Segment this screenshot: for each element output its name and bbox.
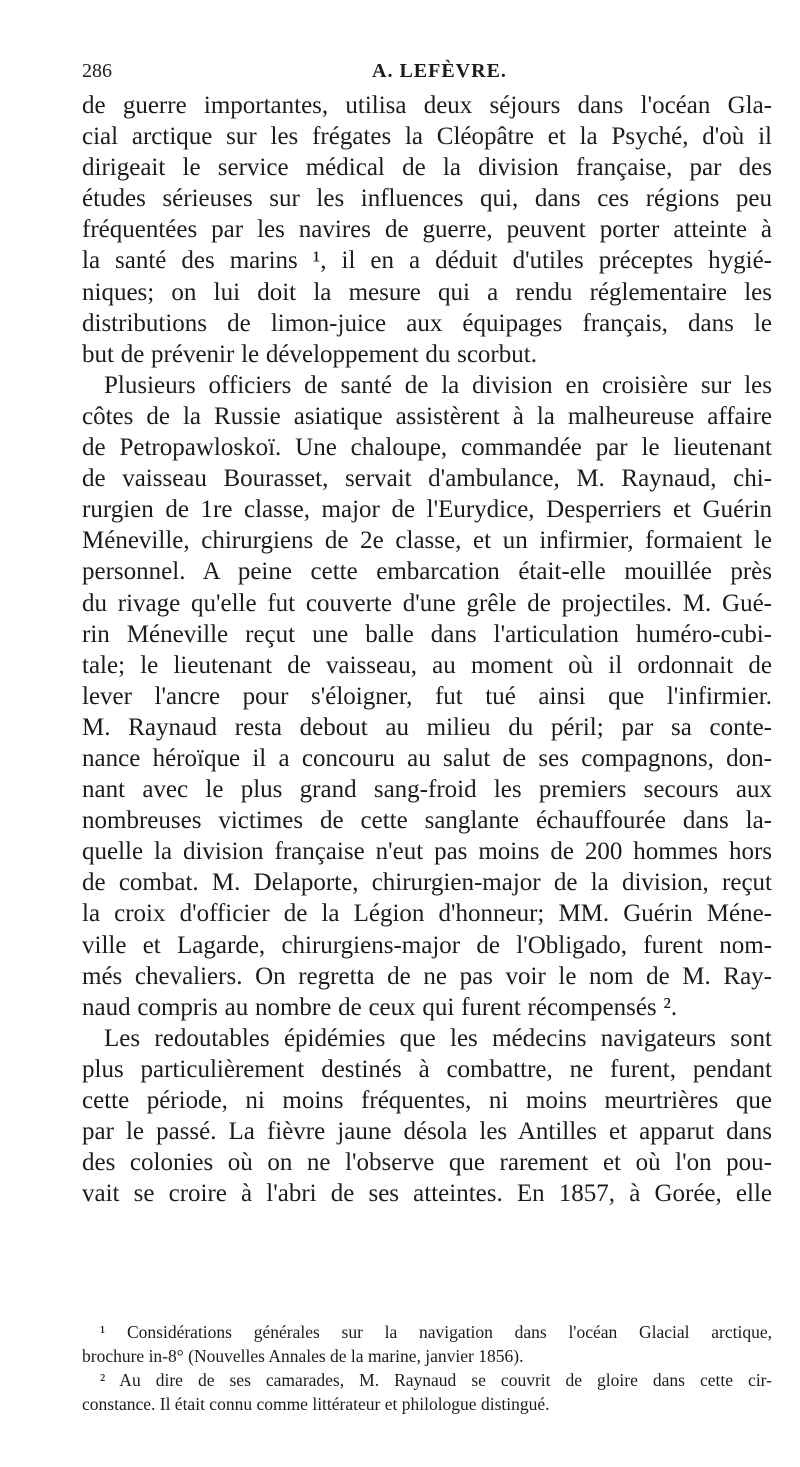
body-text-line: personnel. A peine cette embarcation était-elle mouillée près — [82, 558, 772, 586]
body-text-line: distributions de limon-juice aux équipages français, dans le — [82, 309, 772, 337]
body-text-line: études sérieuses sur les influences qui, dans ces régions peu — [82, 185, 772, 213]
body-text-line: cette période, ni moins fréquentes, ni moins meurtrières que — [82, 1087, 772, 1114]
body-text-line: tale; le lieutenant de vaisseau, au moment où il ordonnait de — [82, 651, 772, 679]
page-number: 286 — [82, 60, 112, 82]
footnote-line: brochure in-8° (Nouvelles Annales de la marine, janvier 1856). — [82, 1346, 524, 1366]
footnotes — [82, 1320, 772, 1416]
body-text-line: nant avec le plus grand sang-froid les premiers secours aux — [82, 776, 772, 804]
running-head: A. LEFÈVRE. — [372, 60, 507, 82]
body-text-line: la croix d'officier de la Légion d'honneur; MM. Guérin Méne- — [82, 900, 772, 928]
body-text-line: Méneville, chirurgiens de 2e classe, et un infirmier, formaient le — [82, 527, 772, 555]
body-text-line: la santé des marins ¹, il en a déduit d'utiles préceptes hygié- — [82, 247, 772, 275]
body-text-line: cial arctique sur les frégates la Cléopâtre et la Psyché, d'où il — [82, 123, 772, 151]
body-text-line: côtes de la Russie asiatique assistèrent à la malheureuse affaire — [82, 402, 772, 430]
body-text-line: rin Méneville reçut une balle dans l'articulation huméro-cubi- — [82, 620, 772, 648]
body-text-line: dirigeait le service médical de la division française, par des — [82, 154, 772, 182]
body-text-line: de Petropawloskoï. Une chaloupe, commandée par le lieutenant — [82, 434, 772, 462]
body-text-line: but de prévenir le développement du scorbut. — [82, 340, 537, 368]
body-text-line: de vaisseau Bourasset, servait d'ambulance, M. Raynaud, chi- — [82, 465, 772, 493]
body-text-line: rurgien de 1re classe, major de l'Eurydice, Desperriers et Guérin — [82, 496, 772, 524]
body-text-line: nombreuses victimes de cette sanglante échauffourée dans la- — [82, 807, 772, 835]
body-text-line: par le passé. La fièvre jaune désola les Antilles et apparut dans — [82, 1118, 772, 1146]
body-text-line: naud compris au nombre de ceux qui furent récompensés ². — [82, 993, 678, 1021]
body-text-line: Les redoutables épidémies que les médecins navigateurs sont — [104, 1024, 772, 1052]
book-page — [82, 60, 772, 1450]
body-text-line: M. Raynaud resta debout au milieu du péril; par sa conte- — [82, 713, 772, 741]
body-text-line: de combat. M. Delaporte, chirurgien-major de la division, reçut — [82, 869, 772, 897]
body-text-line: ville et Lagarde, chirurgiens-major de l'Obligado, furent nom- — [82, 931, 772, 959]
body-text-line: Plusieurs officiers de santé de la division en croisière sur les — [104, 371, 772, 399]
body-text-line: du rivage qu'elle fut couverte d'une grêle de projectiles. M. Gué- — [82, 589, 772, 617]
body-text — [82, 90, 772, 1209]
body-text-line: vait se croire à l'abri de ses atteintes. En 1857, à Gorée, elle — [82, 1180, 772, 1208]
body-text-line: nance héroïque il a concouru au salut de ses compagnons, don- — [82, 744, 772, 772]
footnote-line: ² Au dire de ses camarades, M. Raynaud se couvrit de gloire dans cette cir- — [100, 1370, 772, 1390]
footnote-line: ¹ Considérations générales sur la navigation dans l'océan Glacial arctique, — [100, 1322, 772, 1342]
body-text-line: plus particulièrement destinés à combattre, ne furent, pendant — [82, 1055, 772, 1083]
body-text-line: des colonies où on ne l'observe que rarement et où l'on pou- — [82, 1149, 772, 1177]
body-text-line: lever l'ancre pour s'éloigner, fut tué ainsi que l'infirmier. — [82, 682, 772, 710]
body-text-line: niques; on lui doit la mesure qui a rendu réglementaire les — [82, 278, 772, 306]
body-text-line: quelle la division française n'eut pas moins de 200 hommes hors — [82, 838, 772, 866]
footnote-line: constance. Il était connu comme littérateur et philologue distingué. — [82, 1394, 550, 1414]
body-text-line: més chevaliers. On regretta de ne pas voir le nom de M. Ray- — [82, 962, 772, 990]
page-header — [82, 60, 772, 90]
body-text-line: fréquentées par les navires de guerre, peuvent porter atteinte à — [82, 216, 772, 244]
body-text-line: de guerre importantes, utilisa deux séjours dans l'océan Gla- — [82, 92, 772, 119]
